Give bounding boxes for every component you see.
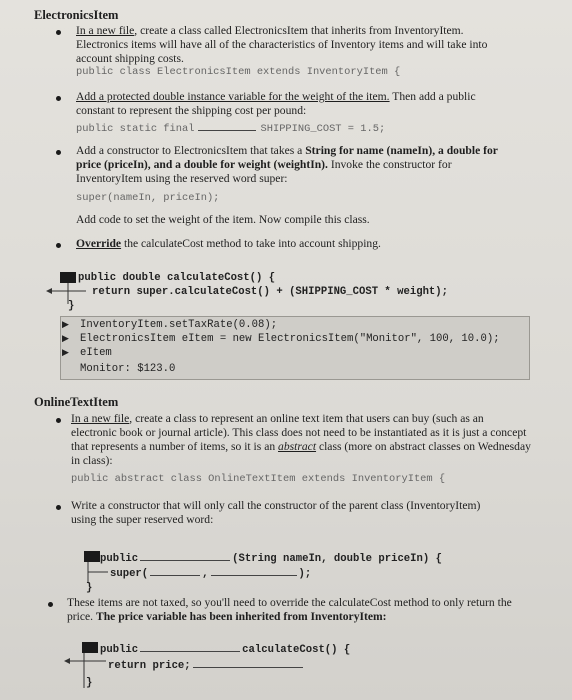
note-text: Add code to set the weight of the item. Now compile this class. bbox=[76, 213, 370, 226]
bullet bbox=[56, 150, 61, 155]
console-line: InventoryItem.setTaxRate(0.08); bbox=[80, 319, 278, 331]
instruction-4: Override the calculateCost method to take into account shipping. bbox=[76, 237, 381, 250]
code-closing-brace: } bbox=[86, 677, 93, 689]
code-method-signature: public double calculateCost() { bbox=[78, 272, 276, 284]
section-title-online-text: OnlineTextItem bbox=[34, 395, 119, 409]
instruction-2: Add a protected double instance variable for the weight of the item. Then add a public constant to represent the shipping cost per pound: bbox=[76, 90, 476, 117]
code-constructor-line: public (String nameIn, double priceIn) { bbox=[100, 550, 442, 566]
instruction-3: Add a constructor to ElectronicsItem that takes a String for name (nameIn), a double for price (priceIn), and a double for weight (weightIn). Invoke the constructor for InventoryItem using the reserved word super: bbox=[76, 144, 498, 185]
code-return-line: return price; bbox=[108, 657, 305, 673]
fill-in-blank[interactable] bbox=[193, 657, 303, 668]
code-line: public abstract class OnlineTextItem extends InventoryItem { bbox=[71, 473, 446, 485]
code-line: public class ElectronicsItem extends InventoryItem { bbox=[76, 66, 401, 78]
console-line: ElectronicsItem eItem = new ElectronicsItem("Monitor", 100, 10.0); bbox=[80, 333, 500, 345]
bullet bbox=[56, 243, 61, 248]
run-arrow-icon: ▶ bbox=[62, 334, 69, 344]
run-arrow-icon: ▶ bbox=[62, 320, 69, 330]
console-line: eItem bbox=[80, 347, 112, 359]
code-method-line: public calculateCost() { bbox=[100, 641, 350, 657]
fill-in-blank[interactable] bbox=[211, 565, 297, 576]
code-line: public static final SHIPPING_COST = 1.5; bbox=[76, 120, 385, 136]
code-super-line: super( , ); bbox=[110, 565, 311, 581]
run-arrow-icon: ▶ bbox=[62, 348, 69, 358]
bullet bbox=[48, 602, 53, 607]
code-return-line: return super.calculateCost() + (SHIPPING_COST * weight); bbox=[92, 286, 449, 298]
bullet bbox=[56, 96, 61, 101]
fill-in-blank[interactable] bbox=[198, 120, 256, 131]
bullet bbox=[56, 505, 61, 510]
section-title-electronics: ElectronicsItem bbox=[34, 8, 119, 22]
console-result: Monitor: $123.0 bbox=[80, 363, 176, 375]
instruction-5: In a new file, create a class to represent an online text item that users can buy (such as an electronic book or journal article). This class does not need to be instantiated as it is just a concept that represents a number of items, so it is an abstract class (more on abstract classes on Wednesday in class): bbox=[71, 412, 531, 467]
code-line: super(nameIn, priceIn); bbox=[76, 192, 220, 204]
instruction-6: Write a constructor that will only call the constructor of the parent class (InventoryItem) using the super reserved word: bbox=[71, 499, 481, 526]
bullet bbox=[56, 418, 61, 423]
code-closing-brace: } bbox=[68, 300, 75, 312]
bullet bbox=[56, 30, 61, 35]
instruction-7: These items are not taxed, so you'll need to override the calculateCost method to only return the price. The price variable has been inherited from InventoryItem: bbox=[67, 596, 512, 623]
instruction-1: In a new file, create a class called ElectronicsItem that inherits from InventoryItem. Electronics items will have all of the characteristics of Inventory items and will take into account shipping costs. bbox=[76, 24, 488, 65]
code-closing-brace: } bbox=[86, 582, 93, 594]
fill-in-blank[interactable] bbox=[140, 550, 230, 561]
fill-in-blank[interactable] bbox=[150, 565, 200, 576]
fill-in-blank[interactable] bbox=[140, 641, 240, 652]
